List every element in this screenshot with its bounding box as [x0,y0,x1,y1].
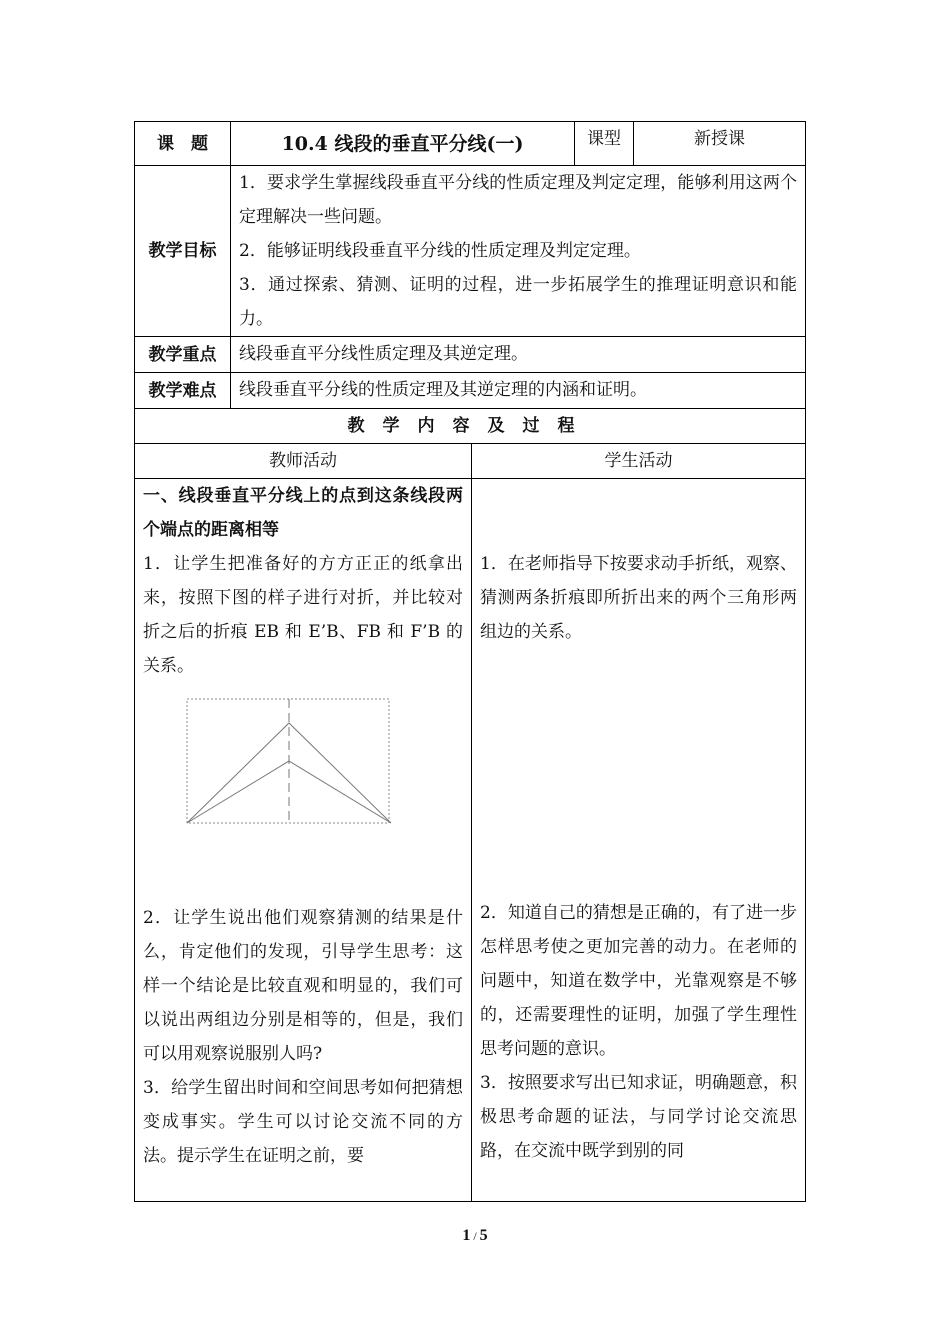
spacer [480,479,797,547]
key-points-text: 线段垂直平分线性质定理及其逆定理。 [231,337,806,373]
process-heading: 教学内容及过程 [135,409,806,444]
section-title: 一、线段垂直平分线上的点到这条线段两个端点的距离相等 [143,486,463,540]
total-pages: 5 [479,1227,488,1244]
page-number [0,1227,950,1245]
header-row [135,122,806,166]
topic-label: 课 题 [135,122,231,166]
teacher-activity-header: 教师活动 [135,444,472,479]
student-activity-header: 学生活动 [472,444,806,479]
objectives-row [135,166,806,337]
teacher-step-3: 3．给学生留出时间和空间思考如何把猜想变成事实。学生可以讨论交流不同的方法。提示学生在证明之前，要 [143,1078,463,1166]
activity-header-row [135,444,806,479]
activity-content-row [135,479,806,1202]
student-step-1: 1．在老师指导下按要求动手折纸，观察、猜测两条折痕即所折出来的两个三角形两组边的关系。 [480,554,797,642]
lesson-title: 10.4 线段的垂直平分线(一) [231,122,575,166]
teacher-activity [135,479,472,1202]
current-page: 1 [462,1227,471,1244]
spacer [143,827,463,901]
student-activity [472,479,806,1202]
student-step-3: 3．按照要求写出已知求证，明确题意，积极思考命题的证法，与同学讨论交流思路，在交流中既学到别的同 [480,1073,797,1161]
objective-item: 3．通过探索、猜测、证明的过程，进一步拓展学生的推理证明意识和能力。 [239,275,797,329]
objectives-content [231,166,806,337]
spacer [480,649,797,896]
teacher-step-1: 1．让学生把准备好的方方正正的纸拿出来，按照下图的样子进行对折，并比较对折之后的折痕 EB 和 E’B、FB 和 F’B 的关系。 [143,554,463,676]
key-points-row [135,337,806,373]
student-step-2: 2．知道自己的猜想是正确的，有了进一步怎样思考使之更加完善的动力。在老师的问题中，知道在数学中，光靠观察是不够的，还需要理性的证明，加强了学生理性思考问题的意识。 [480,903,797,1059]
lesson-plan-table [134,121,806,1202]
key-points-label: 教学重点 [135,337,231,373]
difficulties-row [135,373,806,409]
page-separator: / [470,1229,480,1243]
type-label: 课型 [575,122,634,166]
objective-item: 2．能够证明线段垂直平分线的性质定理及判定定理。 [239,241,641,261]
teacher-step-2: 2．让学生说出他们观察猜测的结果是什么，肯定他们的发现，引导学生思考：这样一个结论是比较直观和明显的，我们可以说出两组边分别是相等的，但是，我们可以用观察说服别人吗? [143,908,463,1064]
objective-item: 1．要求学生掌握线段垂直平分线的性质定理及判定定理，能够利用这两个定理解决一些问题。 [239,173,797,227]
difficulties-label: 教学难点 [135,373,231,409]
objectives-label: 教学目标 [135,166,231,337]
type-value: 新授课 [634,122,806,166]
difficulties-text: 线段垂直平分线的性质定理及其逆定理的内涵和证明。 [231,373,806,409]
folding-diagram [185,697,391,827]
process-heading-row [135,409,806,444]
